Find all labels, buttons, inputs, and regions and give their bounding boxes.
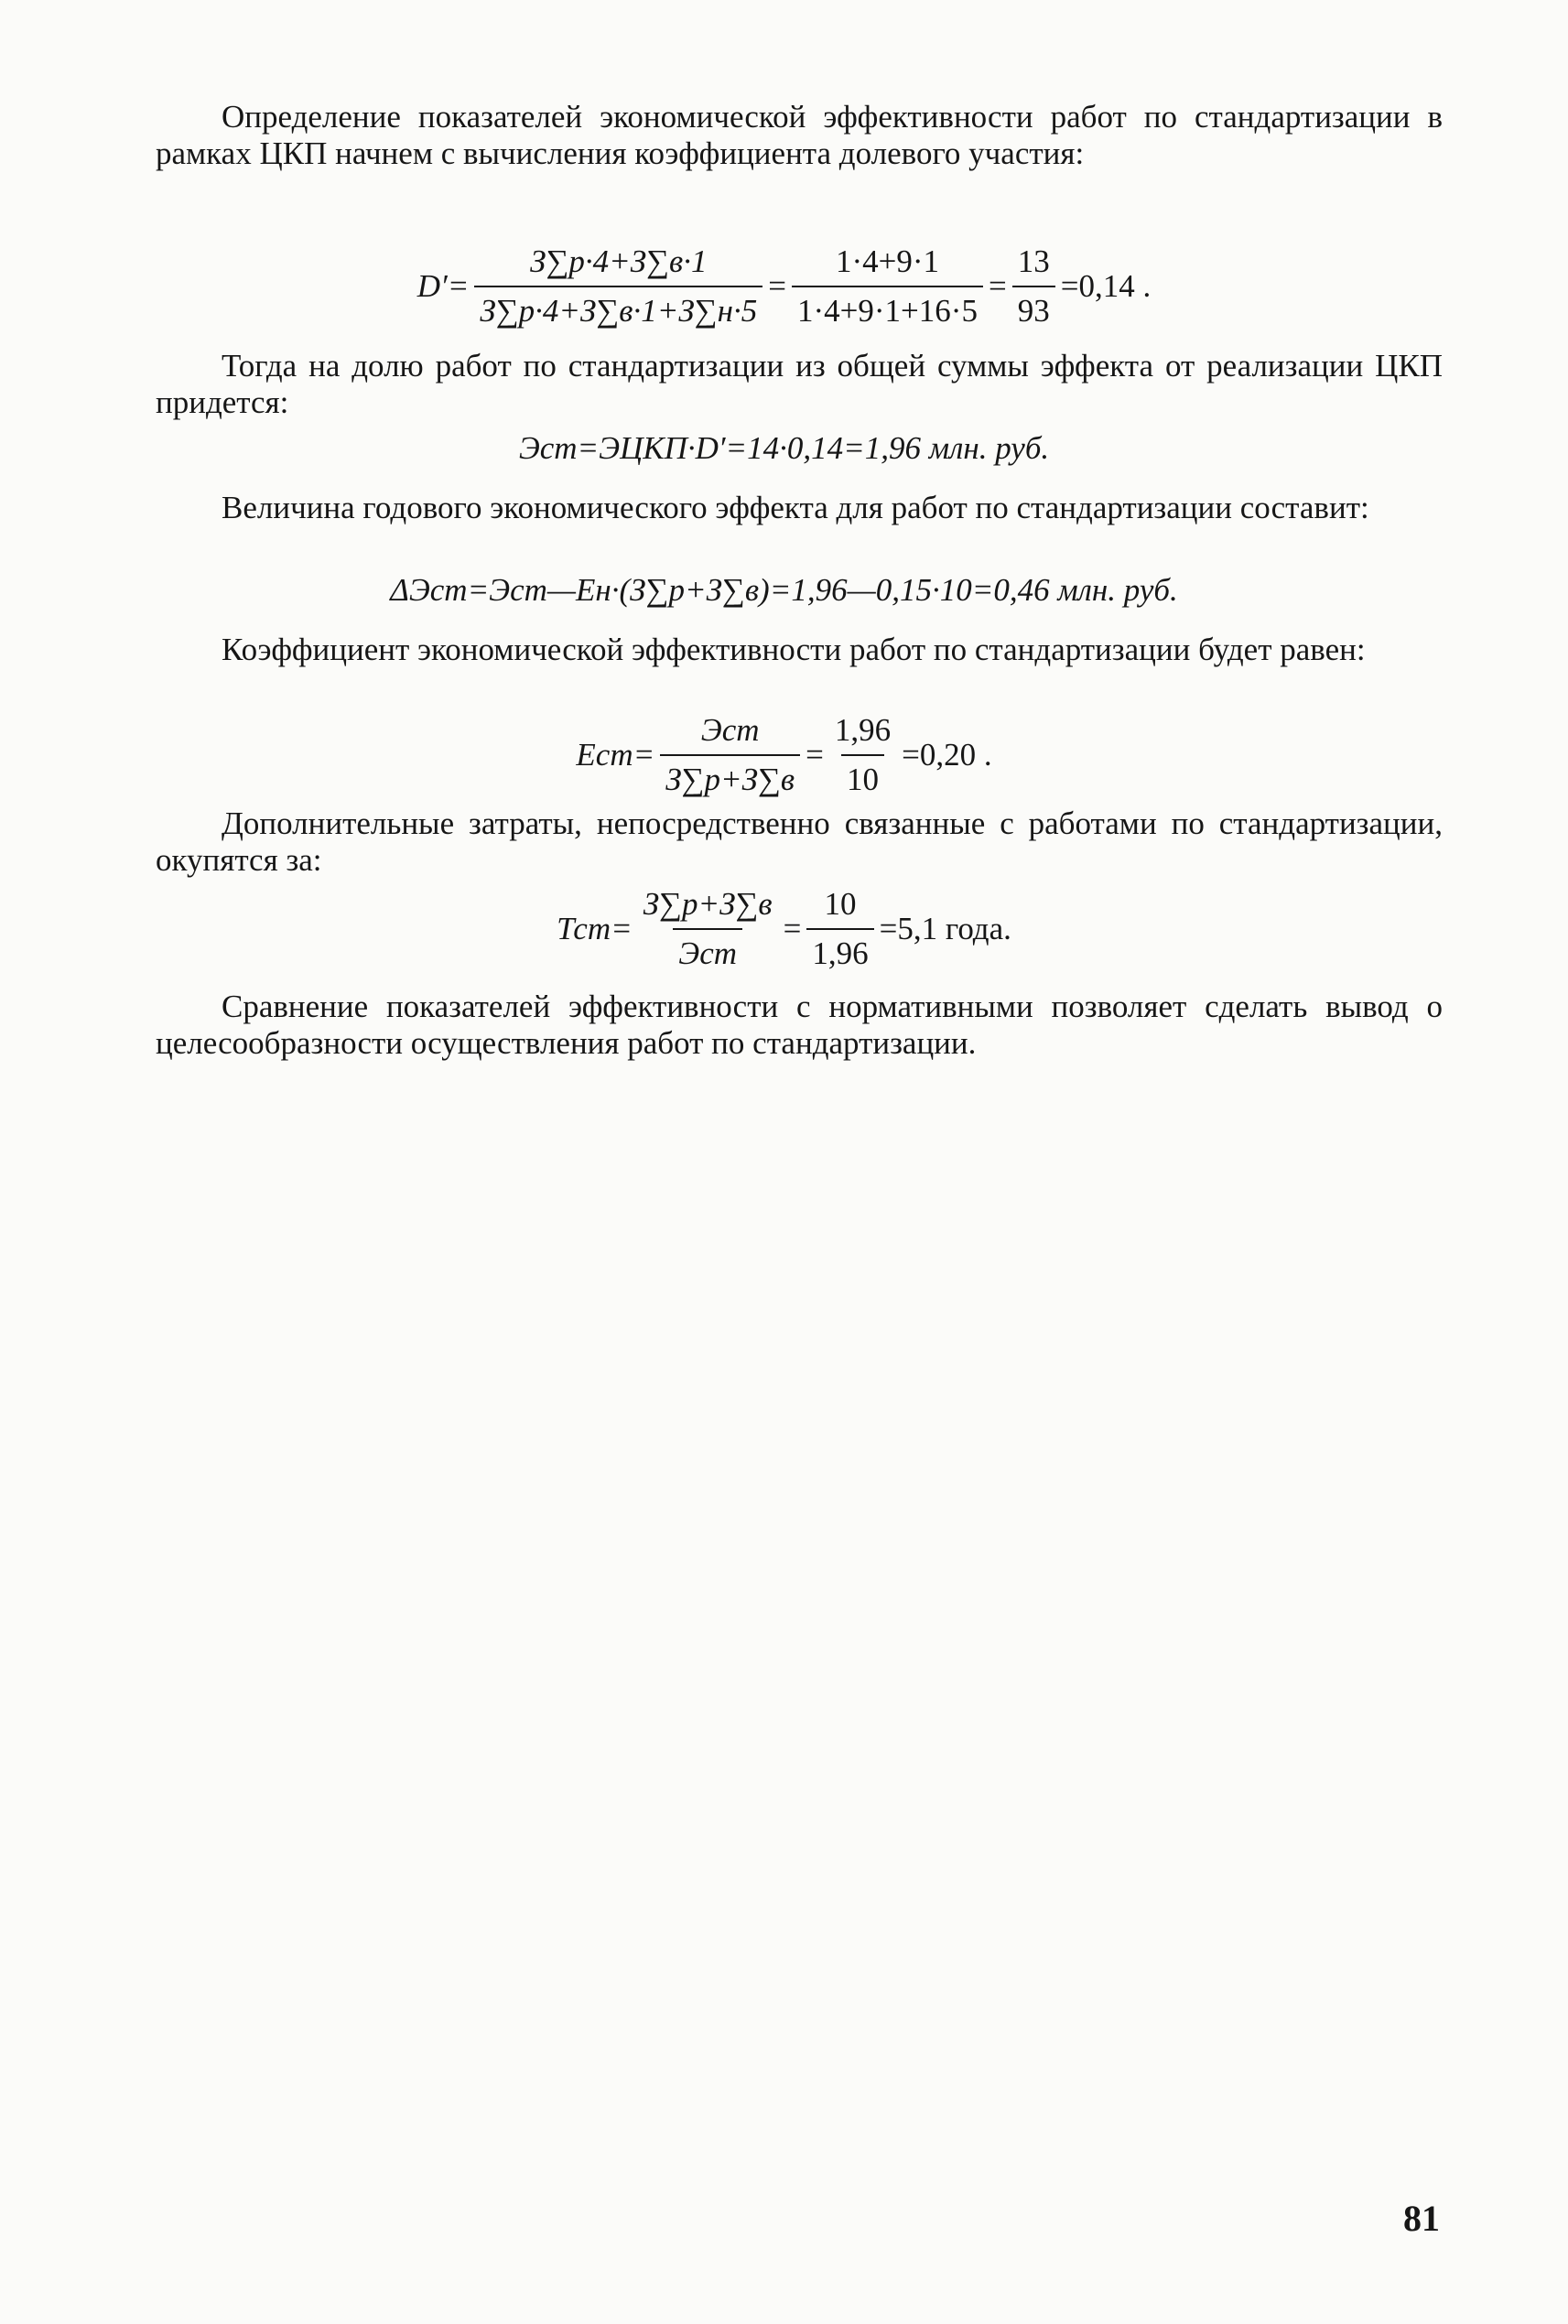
fraction-numeric [806,886,873,972]
formula-participation-coefficient [0,236,1568,337]
fraction-denominator: 93 [1012,286,1055,330]
paragraph-payback: Дополнительные затраты, непосредственно связанные с работами по стандартизации, окупятся за: [156,805,1443,878]
fraction-numerator: 1·4+9·1 [835,243,939,279]
paragraph-share: Тогда на долю работ по стандартизации из общей суммы эффекта от реализации ЦКП придется: [156,348,1443,420]
paragraph-conclusion: Сравнение показателей эффективности с нормативными позволяет сделать вывод о целесообразности осуществления работ по стандартизации. [156,989,1443,1061]
formula-lhs: Ест= [576,737,655,773]
formula-standardization-effect [0,426,1568,471]
formula-payback-period [0,879,1568,979]
formula-result: =0,20 . [902,737,992,773]
formula-lhs: Тст= [557,911,633,946]
equals-sign: = [768,268,786,304]
fraction-numerator: 10 [824,886,857,922]
fraction-numerator: 13 [1017,243,1050,279]
fraction-denominator: З∑р·4+З∑в·1+З∑н·5 [474,286,762,330]
paragraph-efficiency-coefficient: Коэффициент экономической эффективности работ по стандартизации будет равен: [222,632,1366,667]
equals-sign: = [783,911,802,946]
fraction-reduced [1012,243,1055,330]
formula-lhs: D′= [416,268,470,304]
fraction-symbolic [638,886,778,972]
fraction-denominator: Эст [673,928,742,972]
fraction-denominator: 1·4+9·1+16·5 [792,286,983,330]
fraction-denominator: З∑р+З∑в [660,754,800,798]
fraction-numerator: Эст [700,712,760,748]
page-number: 81 [1403,2198,1440,2239]
formula-text: ΔЭст=Эст—Ен·(З∑р+З∑в)=1,96—0,15·10=0,46 млн. руб. [390,572,1178,608]
paragraph-intro: Определение показателей экономической эффективности работ по стандартизации в рамках ЦКП начнем с вычисления коэффициента долевого участия: [156,99,1443,171]
equals-sign: = [988,268,1007,304]
fraction-numeric [829,712,896,798]
fraction-symbolic [474,243,762,330]
formula-result: =5,1 года. [879,911,1011,946]
fraction-denominator: 10 [841,754,884,798]
formula-annual-effect [0,567,1568,613]
formula-efficiency-coefficient [0,705,1568,805]
formula-result: =0,14 . [1060,268,1152,304]
formula-text: Эст=ЭЦКП·D′=14·0,14=1,96 млн. руб. [518,430,1050,466]
paragraph-annual-effect: Величина годового экономического эффекта для работ по стандартизации составит: [222,490,1369,525]
equals-sign: = [806,737,824,773]
fraction-denominator: 1,96 [806,928,873,972]
fraction-numerator: З∑р+З∑в [643,886,773,922]
fraction-symbolic [660,712,800,798]
fraction-numerator: З∑р·4+З∑в·1 [530,243,708,279]
fraction-numerator: 1,96 [834,712,892,748]
fraction-numeric [792,243,983,330]
